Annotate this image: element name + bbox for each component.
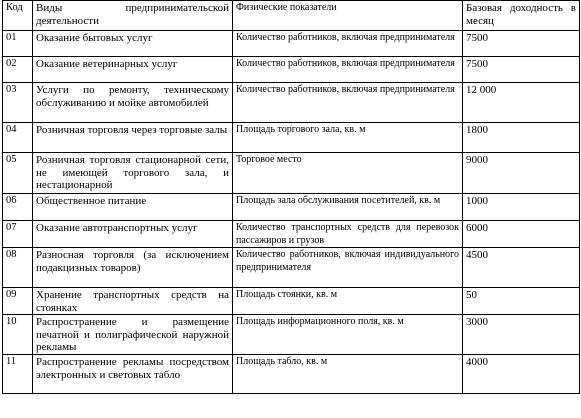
table-row: [3, 248, 580, 288]
table-row: [3, 355, 580, 394]
cell-activity: Общественное питание: [33, 194, 233, 221]
cell-yield: 4500: [463, 248, 580, 288]
cell-indicator: Площадь торгового зала, кв. м: [233, 123, 463, 153]
activities-table: [2, 0, 580, 394]
cell-yield: 9000: [463, 153, 580, 194]
cell-yield: 12 000: [463, 83, 580, 123]
cell-activity: Оказание бытовых услуг: [33, 31, 233, 57]
cell-code: 08: [3, 248, 33, 288]
table-row: [3, 83, 580, 123]
cell-code: 03: [3, 83, 33, 123]
cell-code: 02: [3, 57, 33, 83]
cell-code: 04: [3, 123, 33, 153]
cell-indicator: Площадь табло, кв. м: [233, 355, 463, 394]
cell-code: 07: [3, 221, 33, 248]
table-row: [3, 194, 580, 221]
cell-yield: 7500: [463, 57, 580, 83]
cell-yield: 6000: [463, 221, 580, 248]
table-row: [3, 31, 580, 57]
header-indicator: Физические показатели: [233, 1, 463, 31]
cell-activity: Оказание ветеринарных услуг: [33, 57, 233, 83]
cell-indicator: Количество работников, включая индивидуального предпринимателя: [233, 248, 463, 288]
cell-activity: Оказание автотранспортных услуг: [33, 221, 233, 248]
cell-indicator: Площадь информационного поля, кв. м: [233, 315, 463, 355]
header-code: Код: [3, 1, 33, 31]
table-row: [3, 153, 580, 194]
cell-yield: 4000: [463, 355, 580, 394]
cell-yield: 1800: [463, 123, 580, 153]
cell-code: 05: [3, 153, 33, 194]
cell-activity: Услуги по ремонту, техническому обслуживанию и мойке автомобилей: [33, 83, 233, 123]
table-row: [3, 288, 580, 315]
table-header-row: [3, 1, 580, 31]
cell-indicator: Площадь зала обслуживания посетителей, кв. м: [233, 194, 463, 221]
cell-indicator: Торговое место: [233, 153, 463, 194]
table-row: [3, 57, 580, 83]
cell-activity: Хранение транспортных средств на стоянках: [33, 288, 233, 315]
cell-indicator: Количество работников, включая предпринимателя: [233, 57, 463, 83]
cell-code: 10: [3, 315, 33, 355]
cell-code: 09: [3, 288, 33, 315]
cell-code: 11: [3, 355, 33, 394]
cell-yield: 1000: [463, 194, 580, 221]
cell-activity: Распространение и размещение печатной и полиграфической наружной рекламы: [33, 315, 233, 355]
cell-activity: Розничная торговля стационарной сети, не имеющей торгового зала, и нестационарной: [33, 153, 233, 194]
cell-activity: Разносная торговля (за исключением подакцизных товаров): [33, 248, 233, 288]
table-row: [3, 315, 580, 355]
cell-yield: 3000: [463, 315, 580, 355]
cell-code: 01: [3, 31, 33, 57]
cell-indicator: Количество работников, включая предпринимателя: [233, 31, 463, 57]
cell-indicator: Количество работников, включая предпринимателя: [233, 83, 463, 123]
header-activity: Виды предпринимательской деятельности: [33, 1, 233, 31]
cell-yield: 7500: [463, 31, 580, 57]
cell-code: 06: [3, 194, 33, 221]
header-yield: Базовая доходность в месяц: [463, 1, 580, 31]
table-row: [3, 221, 580, 248]
cell-activity: Розничная торговля через торговые залы: [33, 123, 233, 153]
cell-indicator: Количество транспортных средств для перевозок пассажиров и грузов: [233, 221, 463, 248]
cell-activity: Распространение рекламы посредством электронных и световых табло: [33, 355, 233, 394]
cell-yield: 50: [463, 288, 580, 315]
cell-indicator: Площадь стоянки, кв. м: [233, 288, 463, 315]
table-row: [3, 123, 580, 153]
